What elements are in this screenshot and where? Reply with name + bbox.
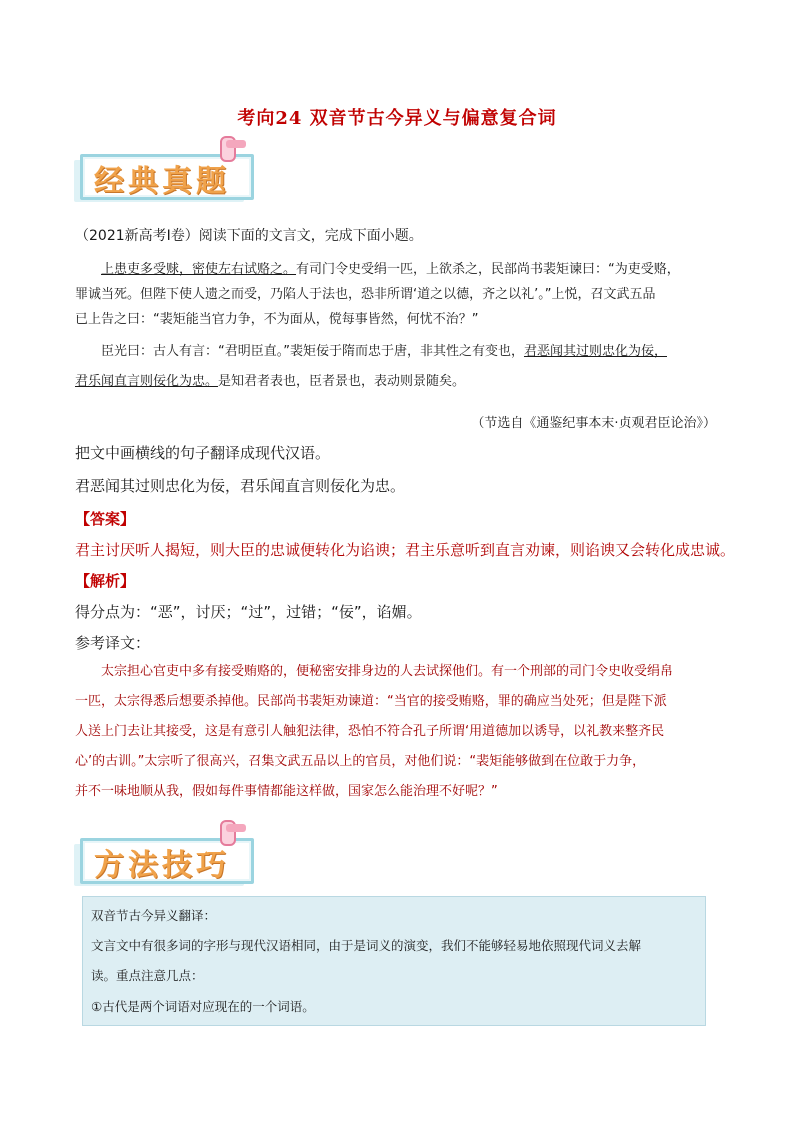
reference-label: 参考译文：: [75, 634, 151, 652]
target-sentence: 君恶闻其过则忠化为佞，君乐闻直言则佞化为忠。: [75, 477, 406, 495]
question-header: [75, 226, 423, 246]
underlined-sentence-2b: 君乐闻直言则佞化为忠。: [75, 374, 219, 389]
section-banner-classic: [74, 148, 254, 200]
question-source: （2021新高考Ⅰ卷）: [75, 228, 199, 244]
analysis-text: 得分点为：“恶”，讨厌；“过”，过错；“佞”，谄媚。: [75, 603, 422, 621]
analysis-label: 【解析】: [75, 572, 136, 590]
excerpt-source: （节选自《通鉴纪事本末·贞观君臣论治》）: [471, 416, 716, 431]
underlined-sentence-1: 上患吏多受赇，密使左右试赂之。: [101, 262, 297, 277]
underlined-sentence-2a: 君恶闻其过则忠化为佞，: [523, 344, 667, 359]
translation-block: 太宗担心官吏中多有接受贿赂的，便秘密安排身边的人去试探他们。有一个刑部的司门令史收受绢帛 一匹，太宗得悉后想要杀掉他。民部尚书裴矩劝谏道：“当官的接受贿赂，罪的确应当处死；但是陛下派 人送上门去让其接受，这是有意引人触犯法律，恐怕不符合孔子所谓‘用道德加以诱导，以礼教来整齐民 心’的古训。”太宗听了很高兴，召集文武五品以上的官员，对他们说：“裴矩能够做到在位敢于力争， 并不一味地顺从我，假如每件事情都能这样做，国家怎么能治理不好呢？”: [75, 664, 674, 799]
banner-label: 方法技巧: [94, 848, 230, 883]
answer-text: 君主讨厌听人揭短，则大臣的忠诚便转化为谄谀；君主乐意听到直言劝谏，则谄谀又会转化成忠诚。: [75, 541, 736, 559]
question-intro: 阅读下面的文言文，完成下面小题。: [198, 228, 423, 244]
banner-label: 经典真题: [94, 164, 230, 199]
page-title: 考向24 双音节古今异义与偏意复合词: [237, 108, 557, 129]
task-text: 把文中画横线的句子翻译成现代汉语。: [75, 444, 331, 462]
method-box: 双音节古今异义翻译： 文言文中有很多词的字形与现代汉语相同，由于是词义的演变，我们不能够轻易地依照现代词义去解 读。重点注意几点： ①古代是两个词语对应现在的一个词语。: [82, 896, 706, 1026]
section-banner-method: [74, 832, 254, 884]
answer-label: 【答案】: [75, 510, 136, 528]
passage: 上患吏多受赇，密使左右试赂之。有司门令史受绢一匹，上欲杀之，民部尚书裴矩谏曰：“为吏受赂， 罪诚当死。但陛下使人遗之而受，乃陷人于法也，恐非所谓‘道之以德，齐之以礼’。”上悦，召文武五品 已上告之曰：“裴矩能当官力争，不为面从，傥每事皆然，何忧不治？” 臣光曰：古人有言：“君明臣直。”裴矩佞于隋而忠于唐，非其性之有变也，君恶闻其过则忠化为佞， 君乐闻直言则佞化为忠。是知君者表也，臣者景也，表动则景随矣。: [75, 262, 680, 389]
